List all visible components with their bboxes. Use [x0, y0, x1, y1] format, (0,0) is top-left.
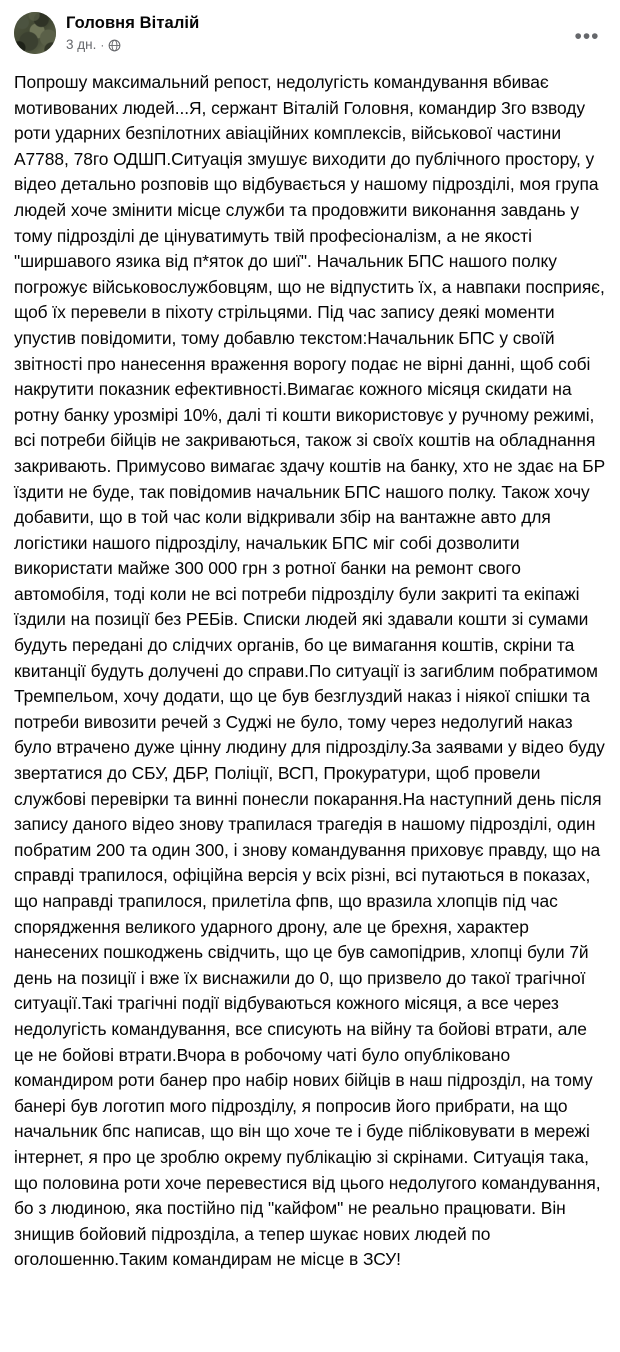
- post-timestamp[interactable]: 3 дн.: [66, 37, 97, 52]
- avatar-image-overlay: [14, 12, 56, 54]
- meta-separator: ·: [100, 38, 105, 52]
- author-name[interactable]: Головня Віталій: [66, 14, 200, 32]
- globe-icon: [108, 39, 121, 52]
- post-text: Попрошу максимальний репост, недолугість командування вбиває мотивованих людей...Я, сержант Віталій Головня, командир 3го взводу роти ударних безпілотних авіаційних комплексів, військової частини А7788, 78го ОДШП.Ситуація змушує виходити до публічного простору, у відео детально розповів що відбувається у нашому підрозділі, моя група людей хоче змінити місце служби та продовжити виконання завдань у тому підрозділі де цінуватимуть твій професіоналізм, а не якості "ширшавого язика від п*яток до шиї". Начальник БПС нашого полку погрожує військовослужбовцям, що не відпустить їх, а навпаки посприяє, щоб їх перевели в піхоту стрільцями. Під час запису деякі моменти упустив повідомити, тому добавлю текстом:Начальник БПС у своїй звітності про нанесення враження ворогу подає не вірні данні, щоб собі накрутити показник ефективності.Вимагає кожного місяця скидати на ротну банку урозмірі 10%, далі ті кошти використовує у ручному режимі, всі потреби бійців не закриваються, також зі своїх коштів на обладнання закривають. Примусово вимагає здачу коштів на банку, хто не здає на БР їздити не буде, так повідомив начальник БПС нашого полку. Також хочу добавити, що в той час коли відкривали збір на вантажне авто для логістики нашого підрозділу, началькик БПС міг собі дозволити використати майже 300 000 грн з ротної банки на ремонт свого автомобіля, тоді коли не всі потреби підрозділу були закриті та екіпажі їздили на позиції без РЕБів. Списки людей які здавали кошти зі сумами будуть передані до слідчих органів, бо це вимагання коштів, скріни та квитанції будуть долучені до справи.По ситуації із загиблим побратимом Тремпельом, хочу додати, що це був безглуздий наказ і ніякої спішки та потреби вивозити речей з Суджі не було, тому через недолугий наказ було втрачено дуже цінну людину для підрозділу.За заявами у відео буду звертатися до СБУ, ДБР, Поліції, ВСП, Прокуратури, щоб провели службові перевірки та винні понесли покарання.На наступний день після запису даного відео знову трапилася трагедія в нашому підрозділі, один побратим 200 та один 300, і знову командування приховує правду, що на справді трапилося, офіційна версія у всіх різні, всі путаються в показах, що направді трапилося, прилетіла фпв, що вразила хлопців під час спорядження великого ударного дрону, але це брехня, характер нанесених пошкоджень свідчить, що це був самопідрив, хлопці були 7й день на позиції і вже їх виснажили до 0, що призвело до такої трагічної ситуації.Такі трагічні події відбуваються кожного місяця, а все через недолугість командування, все списують на війну та бойові втрати, але це не бойові втрати.Вчора в робочому чаті було опубліковано командиром роти банер про набір нових бійців в наш підрозділ, на тому банері був логотип мого підрозділу, я попросив його прибрати, на що начальник бпс написав, що він що хоче те і буде пібліковувати в мережі інтернет, я про це зроблю окрему публікацію зі скрінами. Ситуація така, що половина роти хоче перевестися від цього недолугого командування, бо з людиною, яка постійно під "кайфом" не реально працювати. Він знищив бойовий підрозділа, а тепер шукає нових людей по оголошенню.Таким командирам не місце в ЗСУ!: [14, 72, 610, 1270]
- post-header-text: [66, 12, 199, 53]
- post-meta: [66, 37, 199, 53]
- post-header: [14, 12, 606, 56]
- avatar[interactable]: [14, 12, 56, 54]
- post-options-menu-button[interactable]: •••: [574, 25, 600, 48]
